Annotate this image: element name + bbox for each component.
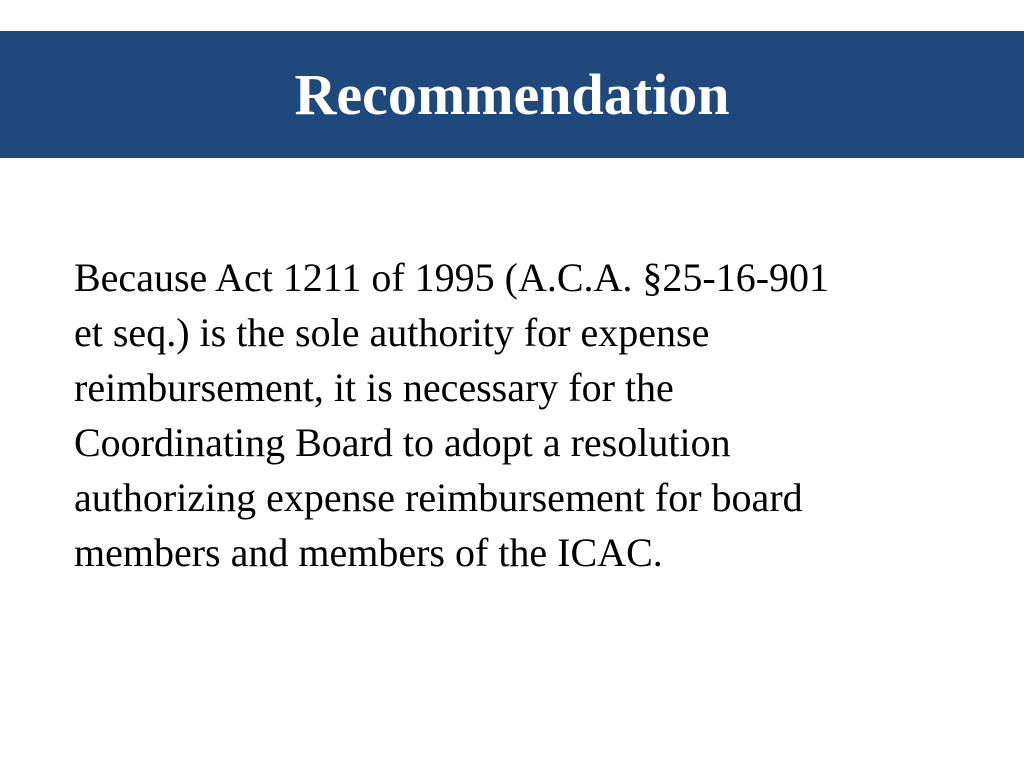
body-line: members and members of the ICAC. <box>74 530 663 575</box>
slide-title: Recommendation <box>294 61 730 127</box>
body-line: authorizing expense reimbursement for board <box>74 475 803 520</box>
body-line: et seq.) is the sole authority for expense <box>74 310 710 355</box>
body-line: Because Act 1211 of 1995 (A.C.A. §25-16-901 <box>74 255 830 300</box>
title-band <box>0 31 1024 158</box>
slide-body <box>74 250 954 580</box>
body-line: Coordinating Board to adopt a resolution <box>74 420 731 465</box>
body-line: reimbursement, it is necessary for the <box>74 365 674 410</box>
